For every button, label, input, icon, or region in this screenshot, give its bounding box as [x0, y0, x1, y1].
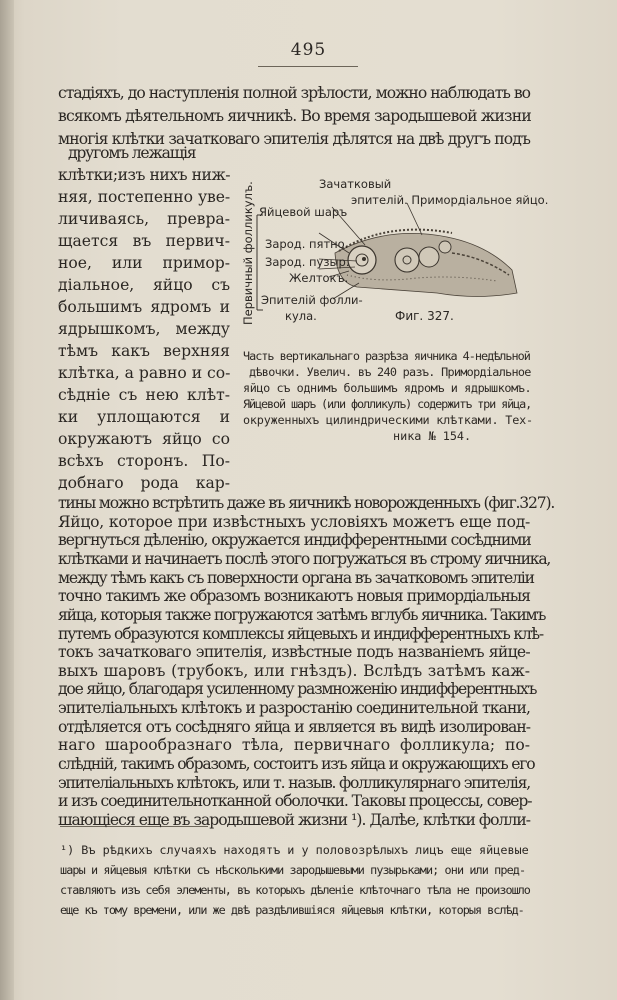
column-line: большимъ ядромъ и [58, 298, 230, 316]
caption-line: Часть вертикальнаго разрѣза яичника 4-недѣльной [243, 349, 530, 363]
follicle-epithelium-label: кула. [285, 309, 317, 323]
column-line: всѣхъ сторонъ. По- [58, 452, 230, 470]
figure-327 [237, 175, 549, 335]
text-line: эпителіальныхъ клѣтокъ и разростанію соединительной ткани, [58, 699, 530, 717]
follicle-epithelium-label: Эпителій фолли- [261, 293, 363, 307]
text-line: слѣдній, такимъ образомъ, состоитъ изъ яйца и окружающихъ его [58, 755, 535, 773]
text-line: дое яйцо, благодаря усиленному размноженію индифферентныхъ [58, 680, 537, 698]
germinal-epithelium-label: эпителій. Примордіальное яйцо. [351, 193, 549, 207]
column-line: тѣмъ какъ верхняя [58, 342, 230, 360]
yolk-label: Желтокъ. [289, 271, 349, 285]
text-line: вергнуться дѣленію, окружается индифферентными сосѣдними [58, 531, 531, 549]
text-line: яйца, которыя также погружаются затѣмъ вглубь яичника. Такимъ [58, 606, 546, 624]
text-line: точно такимъ же образомъ возникаютъ новыя примордіальныя [58, 587, 530, 605]
column-line: добнаго рода кар- [58, 474, 230, 492]
column-line: окружаютъ яйцо со [58, 430, 230, 448]
germinal-vesicle-label: Зарод. пузыр. [265, 255, 350, 269]
column-line: ное, или примор- [58, 254, 230, 272]
text-line: Яйцо, которое при извѣстныхъ условіяхъ можетъ еще под- [58, 513, 530, 531]
column-line: ки уплощаются и [58, 408, 230, 426]
column-line: личиваясь, превра- [58, 210, 230, 228]
primary-follicle-label: Первичный фолликулъ. [241, 181, 255, 325]
footnote-line: еще къ тому времени, или же двѣ раздѣлившіяся яйцевыя клѣтки, которыя вслѣд- [60, 903, 524, 917]
text-line: токъ зачатковаго эпителія, извѣстные подъ названіемъ яйце- [58, 643, 530, 661]
page-number-rule [258, 66, 358, 67]
column-line: ядрышкомъ, между [58, 320, 230, 338]
caption-line: Яйцевой шаръ (или фолликулъ) содержитъ три яйца, [243, 397, 532, 411]
text-line: стадіяхъ, до наступленія полной зрѣлости, можно наблюдать во [58, 84, 530, 102]
column-line: сѣдніе съ нею клѣт- [58, 386, 230, 404]
caption-line: яйцо съ однимъ большимъ ядромъ и ядрышкомъ. [243, 381, 532, 395]
text-line: между тѣмъ какъ съ поверхности органа въ зачатковомъ эпителіи [58, 569, 534, 587]
germinal-epithelium-label: Зачатковый [319, 177, 392, 191]
page-number: 495 [290, 40, 327, 60]
text-line: эпителіальныхъ клѣтокъ, или т. назыв. фолликулярнаго эпителія, [58, 774, 530, 792]
figure-caption [243, 348, 533, 444]
column-line: клѣтки;изъ нихъ ниж- [58, 166, 230, 184]
text-line: отдѣляется отъ сосѣдняго яйца и является въ видѣ изолирован- [58, 718, 530, 736]
egg-ball-label: Яйцевой шаръ [259, 205, 348, 219]
caption-line: ника № 154. [393, 429, 472, 443]
text-line: наго шарообразнаго тѣла, первичнаго фолликула; по- [58, 736, 530, 754]
germinal-spot-label: Зарод. пятно. [265, 237, 349, 251]
footnote-line: ¹) Въ рѣдкихъ случаяхъ находятъ и у половозрѣлыхъ лицъ еще яйцевые [60, 843, 529, 857]
caption-line: дѣвочки. Увелич. въ 240 разъ. Примордіальное [249, 365, 531, 379]
column-line: другомъ лежащія [68, 144, 196, 162]
figure-number: Фиг. 327. [395, 309, 454, 323]
caption-line: окруженныхъ цилиндрическими клѣтками. Тех- [243, 413, 533, 427]
text-line: и изъ соединительнотканной оболочки. Таковы процессы, совер- [58, 792, 532, 810]
footnote-line: шары и яйцевыя клѣтки съ нѣсколькими зародышевыми пузырьками; они или пред- [60, 863, 526, 877]
column-line: щается въ первич- [58, 232, 230, 250]
text-line: многія клѣтки зачатковаго эпителія дѣлятся на двѣ другъ подъ [58, 130, 530, 148]
text-line: клѣтками и начинаетъ послѣ этого погружаться въ строму яичника, [58, 550, 551, 568]
text-line: путемъ образуются комплексы яйцевыхъ и индифферентныхъ клѣ- [58, 625, 543, 643]
footnote-line: ставляютъ изъ себя элементы, въ которыхъ дѣленіе клѣточнаго тѣла не произошло [60, 883, 530, 897]
text-line: всякомъ дѣятельномъ яичникѣ. Во время зародышевой жизни [58, 107, 531, 125]
column-line: клѣтка, а равно и со- [58, 364, 231, 382]
text-line: тины можно встрѣтить даже въ яичникѣ новорожденныхъ (фиг.327). [58, 494, 555, 512]
column-line: няя, постепенно уве- [58, 188, 230, 206]
page-spine-shadow [0, 0, 14, 1000]
text-line: шающіеся еще въ зародышевой жизни ¹). Далѣе, клѣтки фолли- [58, 811, 530, 829]
column-line: діальное, яйцо съ [58, 276, 230, 294]
text-line: выхъ шаровъ (трубокъ, или гнѣздъ). Вслѣдъ затѣмъ каж- [58, 662, 530, 680]
